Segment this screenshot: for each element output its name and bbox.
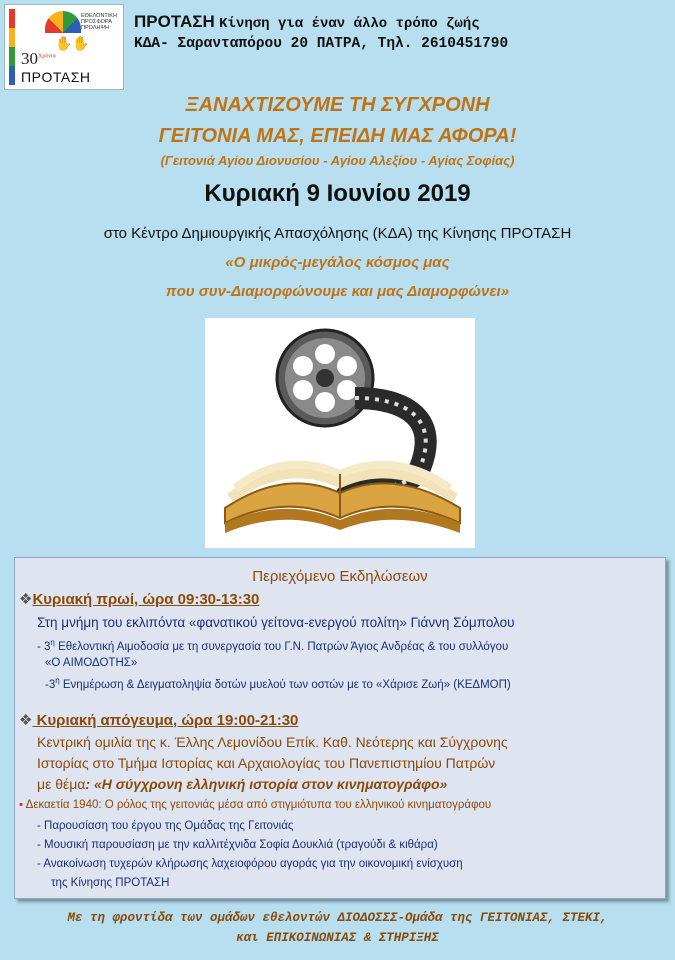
logo-rainbow-arc [45,11,81,33]
morning-title: Κυριακή πρωί, ώρα 09:30-13:30 [32,591,260,608]
film-reel-and-book-image [205,318,475,548]
afternoon-item-1: - Παρουσίαση του έργου της Ομάδας της Γειτονιάς [37,820,294,832]
decade-line: ▪ Δεκαετία 1940: Ο ρόλος της γειτονιάς μέσα από στιγμιότυπα του ελληνικού κινηματογράφου [19,799,492,811]
logo-hands-icon: ✋✋ [55,35,90,51]
film-reel [277,330,373,426]
title-line-2: ΓΕΙΤΟΝΙΑ ΜΑΣ, ΕΠΕΙΔΗ ΜΑΣ ΑΦΟΡΑ! [158,125,517,147]
morning-item-1-cont: «Ο ΑΙΜΟΔΟΤΗΣ» [45,657,138,669]
org-name: ΠΡΟΤΑΣΗ [134,12,215,31]
logo-years: $30^{X\rho ό\nu\iota\alpha}$ [21,49,56,68]
program-heading: Περιεχόμενο Εκδηλώσεων [252,568,428,585]
program-box [14,557,666,899]
afternoon-item-2: - Μουσική παρουσίαση με την καλλιτέχνιδα Σοφία Δουκλιά (τραγούδι & κιθάρα) [37,839,438,851]
org-tagline: Κίνηση για έναν άλλο τρόπο ζωής [219,16,480,32]
event-date: Κυριακή 9 Ιουνίου 2019 [204,180,471,207]
theme-line-1: «Ο μικρός-μεγάλος κόσμος μας [225,254,450,271]
logo-name: ΠΡΟΤΑΣΗ [21,69,91,85]
memory-line: Στη μνήμη του εκλιπόντα «φανατικού γείτονα-ενεργού πολίτη» Γιάννη Σόμπολου [37,615,515,630]
footer-line-1: Με τη φροντίδα των ομάδων εθελοντών ΔΙΟΔΟΣΣΣ-Ομάδα της ΓΕΙΤΟΝΙΑΣ, ΣΤΕΚΙ, [67,911,608,925]
diamond-bullet-icon: ❖ [19,712,33,729]
talk-line-3: με θέμα: «Η σύγχρονη ελληνική ιστορία στον κινηματογράφο» [37,776,448,792]
morning-item-1: - $3^\eta$ Εθελοντική Αιμοδοσία με τη συνεργασία του Γ.Ν. Πατρών Άγιος Ανδρέας & του συλλόγου [37,638,509,653]
talk-line-1: Κεντρική ομιλία της κ. Έλλης Λεμονίδου Επίκ. Καθ. Νεότερης και Σύγχρονης [37,734,508,750]
event-venue: στο Κέντρο Δημιουργικής Απασχόλησης (ΚΔΑ) της Κίνησης ΠΡΟΤΑΣΗ [103,225,572,242]
afternoon-item-3: - Ανακοίνωση τυχερών κλήρωσης λαχειοφόρου αγοράς για την οικονομική ενίσχυση [37,858,463,870]
afternoon-heading [19,711,298,729]
morning-item-2: $-3^\eta$ Ενημέρωση & Δειγματοληψία δοτών μυελού των οστών με το «Χάρισε Ζωή» (ΚΕΔΜΟΠ) [45,676,511,691]
afternoon-title: Κυριακή απόγευμα, ώρα 19:00-21:30 [32,712,299,729]
logo-color-bar [9,9,15,85]
square-bullet-icon: ▪ [19,799,24,811]
logo-org-text: ΕΘΕΛΟΝΤΙΚΗ ΠΡΟΣΦΟΡΑ ΠΡΟΛΗΨΗ [81,13,117,31]
theme-line-2: που συν-Διαμορφώνουμε και μας Διαμορφώνει» [165,283,510,300]
diamond-bullet-icon: ❖ [19,591,33,608]
footer-line-2: και ΕΠΙΚΟΙΝΩΝΙΑΣ & ΣΤΗΡΙΞΗΣ [236,931,439,945]
title-line-1: ΞΑΝΑΧΤΙΖΟΥΜΕ ΤΗ ΣΥΓΧΡΟΝΗ [185,94,490,116]
neighborhoods: (Γειτονιά Αγίου Διονυσίου - Αγίου Αλεξίου - Αγίας Σοφίας) [160,153,515,168]
header-address: ΚΔΑ- Σαρανταπόρου 20 ΠΑΤΡΑ, Τηλ. 2610451790 [134,36,509,52]
talk-line-2: Ιστορίας στο Τμήμα Ιστορίας και Αρχαιολογίας του Πανεπιστημίου Πατρών [37,755,496,771]
morning-heading [19,590,259,608]
organization-logo [4,4,124,90]
afternoon-item-3-cont: της Κίνησης ΠΡΟΤΑΣΗ [51,877,170,889]
header-org-line [134,12,480,32]
